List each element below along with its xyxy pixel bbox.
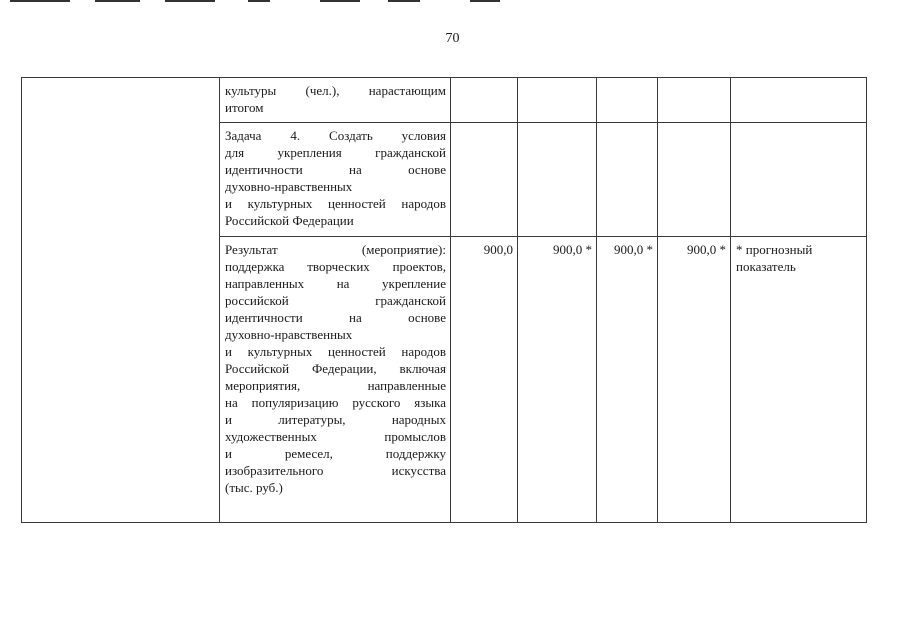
description-line: на популяризацию русского языка: [225, 395, 446, 410]
value-cell: [597, 78, 658, 123]
description-line: (тыс. руб.): [225, 480, 283, 495]
description-cell: [220, 123, 451, 237]
top-rule-4: [248, 0, 270, 2]
description-cell: [220, 237, 451, 523]
description-line: российской гражданской: [225, 293, 446, 308]
value-cell: [451, 123, 518, 237]
description-line: и ремесел, поддержку: [225, 446, 446, 461]
top-rule-2: [95, 0, 140, 2]
value-cell: [658, 123, 731, 237]
description-line: Задача 4. Создать условия: [225, 128, 446, 143]
description-line: культуры (чел.), нарастающим: [225, 83, 446, 98]
top-rule-6: [388, 0, 420, 2]
value-cell: [658, 78, 731, 123]
description-line: Результат (мероприятие):: [225, 242, 446, 257]
description-cell: [220, 78, 451, 123]
value-cell: [451, 78, 518, 123]
note-cell: * прогнозный показатель: [731, 237, 867, 523]
value-cell: 900,0: [451, 237, 518, 523]
top-rule-3: [165, 0, 215, 2]
description-line: мероприятия, направленные: [225, 378, 446, 393]
description-line: художественных промыслов: [225, 429, 446, 444]
description-line: и литературы, народных: [225, 412, 446, 427]
page-number: 70: [445, 31, 460, 46]
table-row: [22, 78, 867, 123]
top-rule-7: [470, 0, 500, 2]
top-rule-1: [10, 0, 70, 2]
value-cell: [518, 123, 597, 237]
program-table: [21, 77, 867, 523]
description-line: духовно-нравственных: [225, 327, 353, 342]
value-cell: 900,0 *: [658, 237, 731, 523]
description-line: и культурных ценностей народов: [225, 196, 446, 211]
description-line: и культурных ценностей народов: [225, 344, 446, 359]
row-label-cell: [22, 78, 220, 523]
description-line: изобразительного искусства: [225, 463, 446, 478]
description-line: направленных на укрепление: [225, 276, 446, 291]
description-line: для укрепления гражданской: [225, 145, 446, 160]
description-line: духовно-нравственных: [225, 179, 353, 194]
note-cell: [731, 123, 867, 237]
value-cell: 900,0 *: [518, 237, 597, 523]
value-cell: 900,0 *: [597, 237, 658, 523]
description-line: итогом: [225, 100, 264, 115]
top-rule-5: [320, 0, 360, 2]
description-line: Российской Федерации: [225, 213, 354, 228]
description-line: поддержка творческих проектов,: [225, 259, 446, 274]
note-cell: [731, 78, 867, 123]
description-line: идентичности на основе: [225, 310, 446, 325]
value-cell: [518, 78, 597, 123]
description-line: Российской Федерации, включая: [225, 361, 446, 376]
description-line: идентичности на основе: [225, 162, 446, 177]
value-cell: [597, 123, 658, 237]
